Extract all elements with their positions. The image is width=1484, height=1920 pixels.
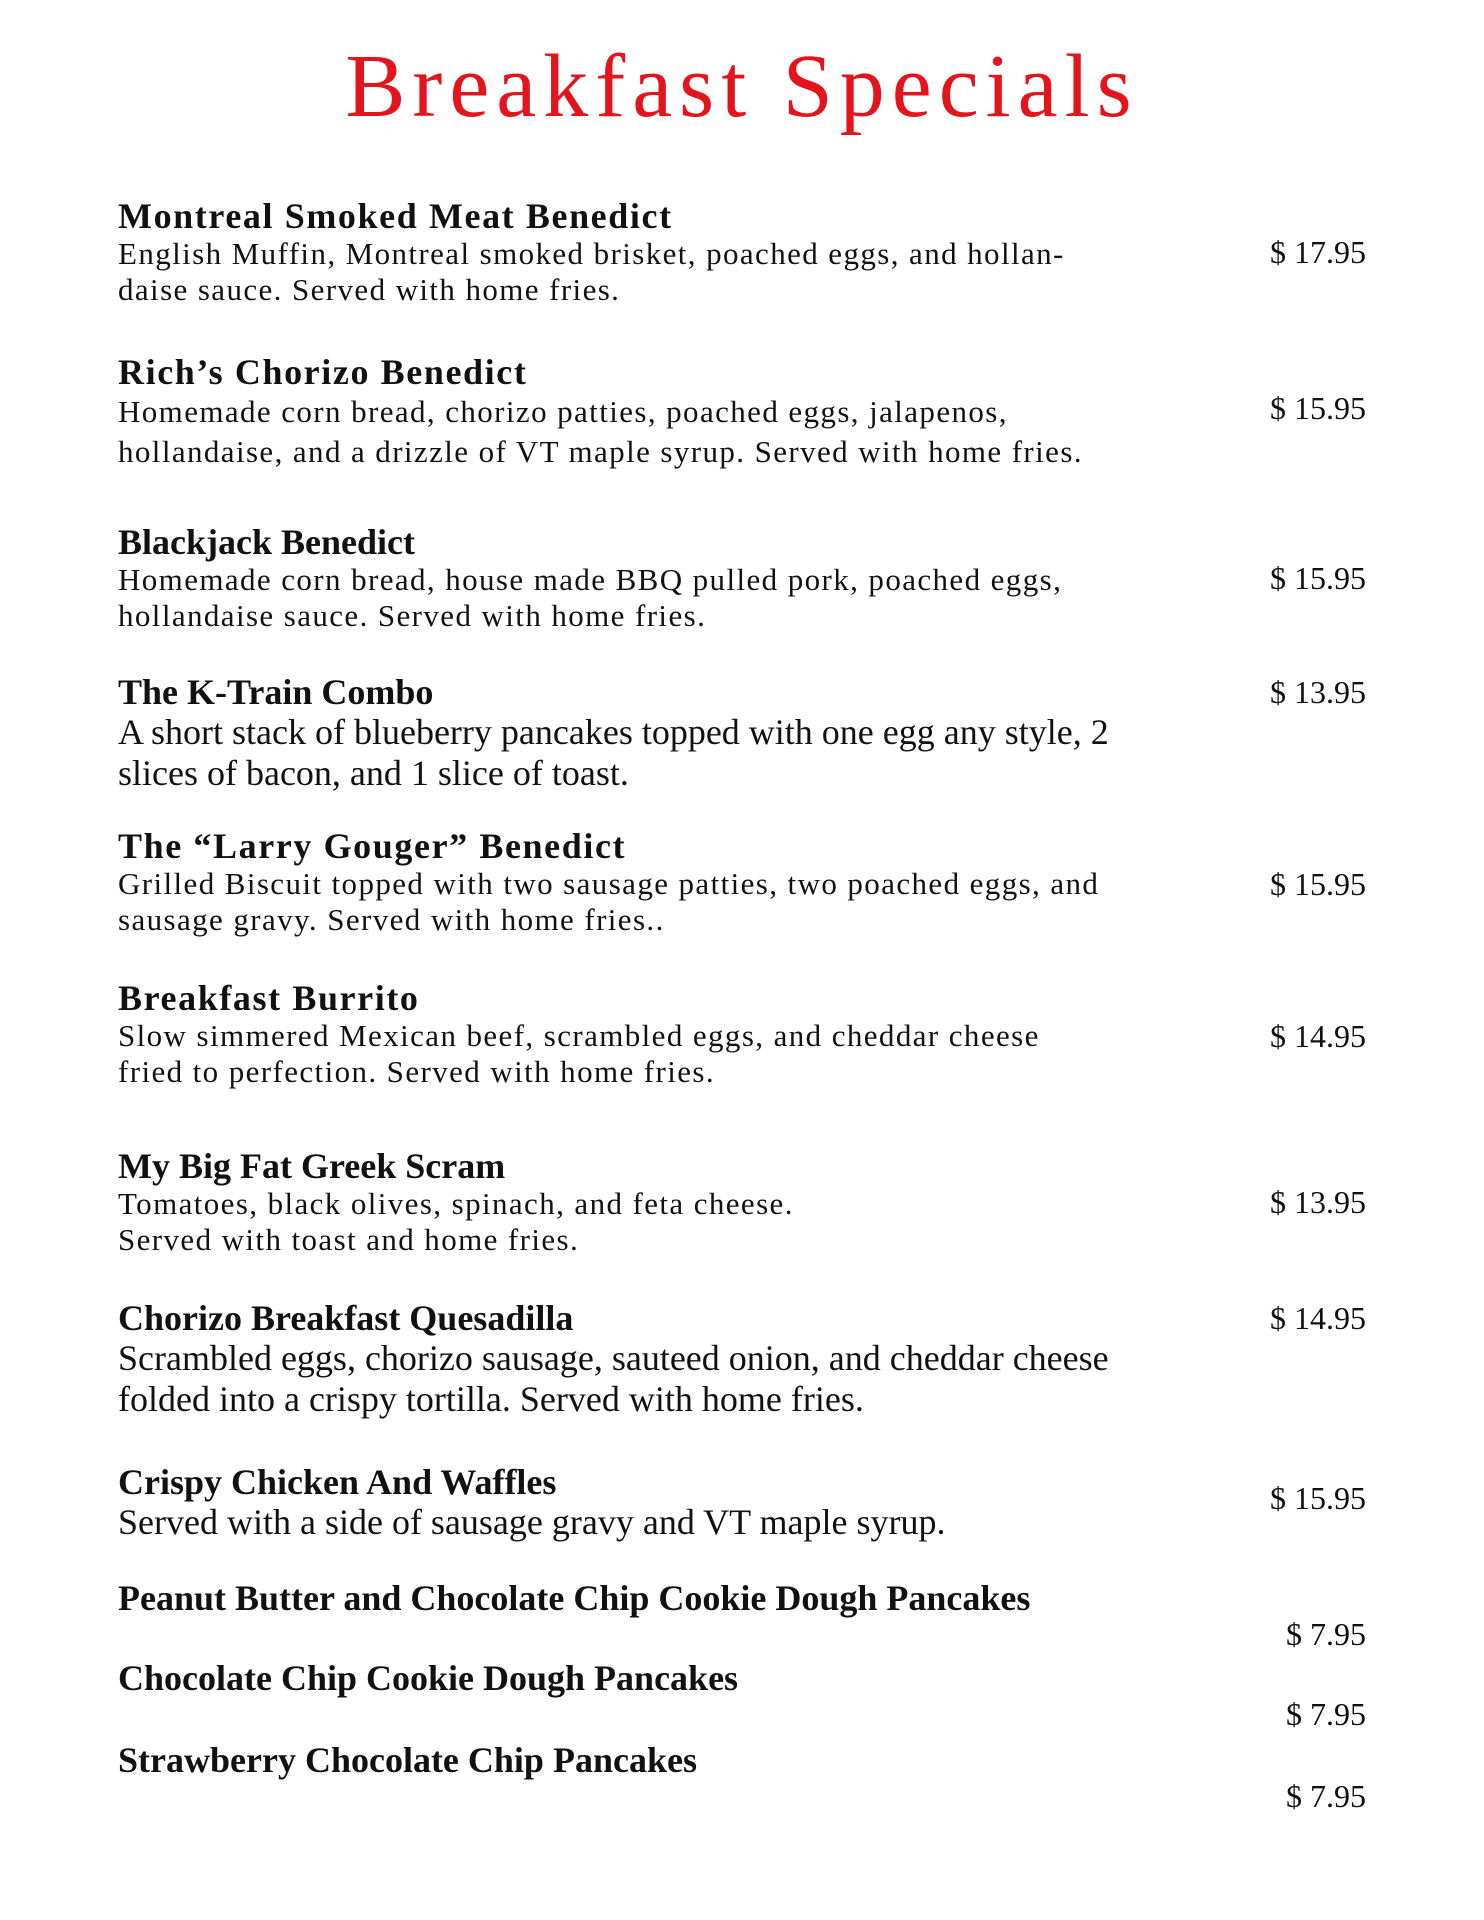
item-price: $ 7.95	[1286, 1778, 1366, 1814]
menu-item	[118, 1578, 1218, 1618]
item-name: Chorizo Breakfast Quesadilla	[118, 1298, 574, 1338]
item-name: Chocolate Chip Cookie Dough Pancakes	[118, 1658, 739, 1698]
menu-item	[118, 1462, 1218, 1543]
item-description	[118, 562, 1218, 634]
menu-item	[118, 1298, 1218, 1420]
description-line: Slow simmered Mexican beef, scrambled eggs, and cheddar cheese	[118, 1018, 1040, 1053]
item-description	[118, 392, 1218, 472]
item-price: $ 17.95	[1270, 234, 1366, 270]
description-line: Served with a side of sausage gravy and VT maple syrup.	[118, 1502, 946, 1542]
item-name: Peanut Butter and Chocolate Chip Cookie Dough Pancakes	[118, 1578, 1031, 1618]
menu-item	[118, 978, 1218, 1090]
description-line: Homemade corn bread, house made BBQ pulled pork, poached eggs,	[118, 562, 1063, 597]
description-line: slices of bacon, and 1 slice of toast.	[118, 753, 629, 793]
menu-item	[118, 352, 1218, 472]
description-line: daise sauce. Served with home fries.	[118, 272, 621, 307]
item-description	[118, 236, 1218, 308]
menu-item	[118, 522, 1218, 634]
description-line: hollandaise sauce. Served with home fries.	[118, 598, 707, 633]
item-name: Breakfast Burrito	[118, 978, 420, 1018]
description-line: hollandaise, and a drizzle of VT maple syrup. Served with home fries.	[118, 434, 1083, 469]
description-line: Homemade corn bread, chorizo patties, poached eggs, jalapenos,	[118, 394, 1008, 429]
item-name: The K-Train Combo	[118, 672, 434, 712]
item-description	[118, 712, 1218, 794]
item-name: Blackjack Benedict	[118, 522, 415, 562]
menu-item	[118, 196, 1218, 308]
item-price: $ 15.95	[1270, 1480, 1366, 1516]
item-price: $ 15.95	[1270, 866, 1366, 902]
item-price: $ 15.95	[1270, 560, 1366, 596]
menu-item	[118, 1658, 1218, 1698]
description-line: A short stack of blueberry pancakes topped with one egg any style, 2	[118, 712, 1109, 752]
menu-item	[118, 1740, 1218, 1780]
item-price: $ 13.95	[1270, 1184, 1366, 1220]
description-line: Grilled Biscuit topped with two sausage patties, two poached eggs, and	[118, 866, 1100, 901]
description-line: English Muffin, Montreal smoked brisket, poached eggs, and hollan-	[118, 236, 1065, 271]
item-name: Montreal Smoked Meat Benedict	[118, 196, 673, 236]
item-description	[118, 1338, 1218, 1420]
item-name: Crispy Chicken And Waffles	[118, 1462, 557, 1502]
item-price: $ 15.95	[1270, 390, 1366, 426]
item-name: Rich’s Chorizo Benedict	[118, 352, 528, 392]
item-description	[118, 866, 1218, 938]
item-price: $ 7.95	[1286, 1696, 1366, 1732]
item-description	[118, 1186, 1218, 1258]
description-line: Tomatoes, black olives, spinach, and feta cheese.	[118, 1186, 794, 1221]
item-price: $ 7.95	[1286, 1616, 1366, 1652]
description-line: Scrambled eggs, chorizo sausage, sauteed onion, and cheddar cheese	[118, 1338, 1109, 1378]
menu-item	[118, 826, 1218, 938]
description-line: fried to perfection. Served with home fries.	[118, 1054, 716, 1089]
menu-item	[118, 672, 1218, 794]
item-description	[118, 1502, 1218, 1543]
item-description	[118, 1018, 1218, 1090]
page-title: Breakfast Specials	[345, 37, 1139, 136]
description-line: folded into a crispy tortilla. Served with home fries.	[118, 1379, 864, 1419]
description-line: sausage gravy. Served with home fries..	[118, 902, 665, 937]
description-line: Served with toast and home fries.	[118, 1222, 580, 1257]
item-name: Strawberry Chocolate Chip Pancakes	[118, 1740, 697, 1780]
item-name: My Big Fat Greek Scram	[118, 1146, 506, 1186]
item-price: $ 13.95	[1270, 674, 1366, 710]
item-name: The “Larry Gouger” Benedict	[118, 826, 627, 866]
item-price: $ 14.95	[1270, 1018, 1366, 1054]
item-price: $ 14.95	[1270, 1300, 1366, 1336]
menu-item	[118, 1146, 1218, 1258]
